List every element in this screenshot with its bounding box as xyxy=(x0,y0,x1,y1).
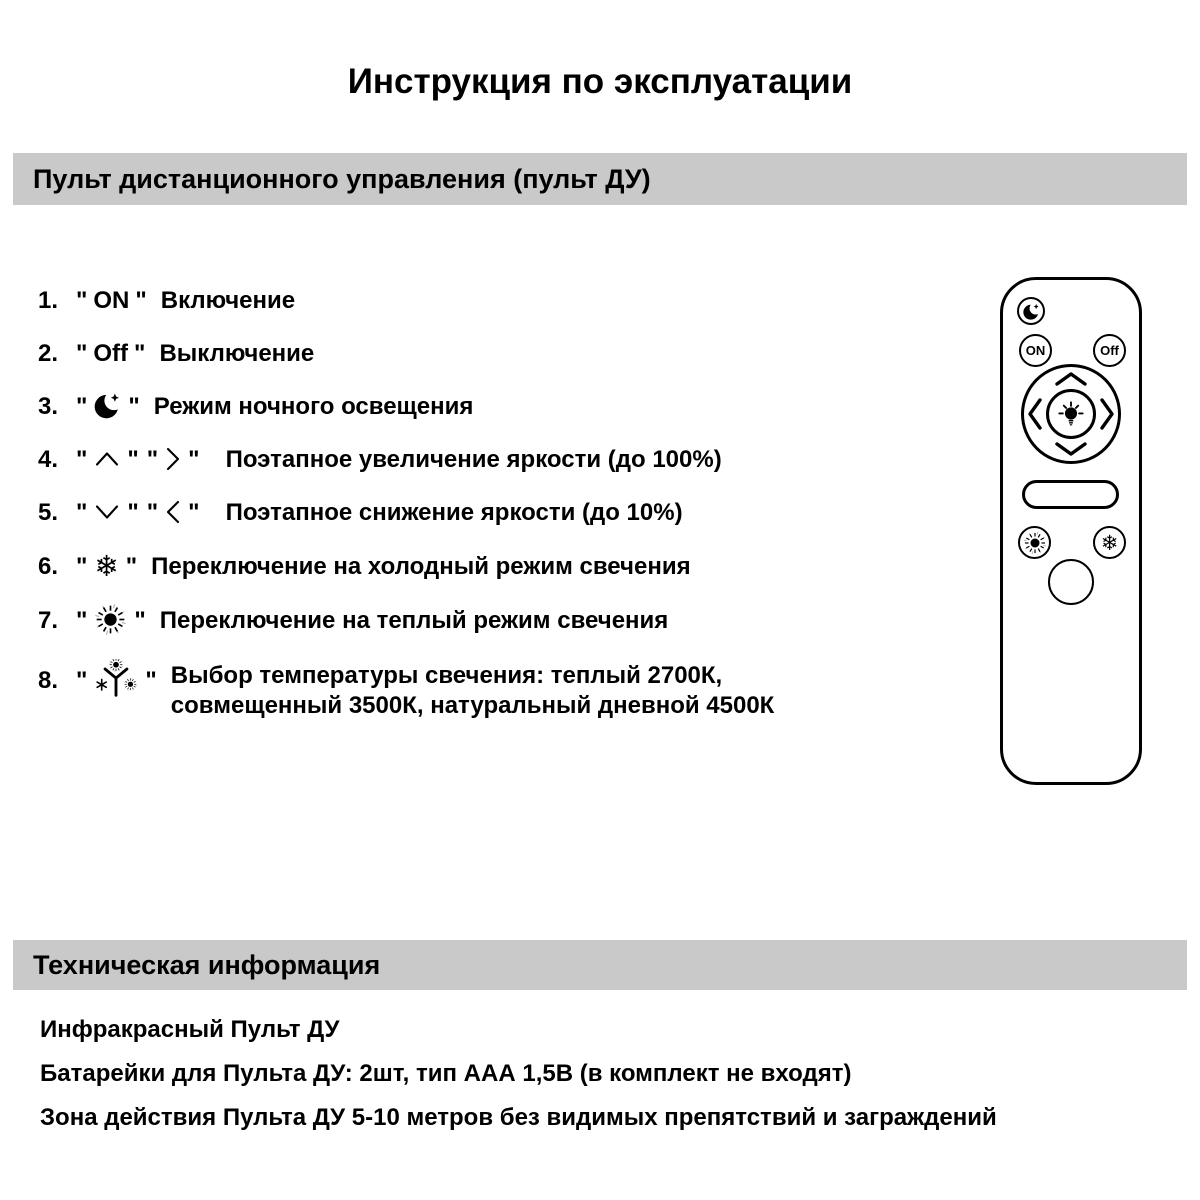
tech-info-line-batteries: Батарейки для Пульта ДУ: 2шт, тип ААА 1,5В (в комплект не входят) xyxy=(40,1060,852,1087)
item-label: Режим ночного освещения xyxy=(153,393,474,420)
snowflake-icon: ❄ xyxy=(94,549,119,584)
off-symbol-text: Off xyxy=(93,340,129,367)
sun-icon xyxy=(1023,531,1047,555)
quote-mark: " xyxy=(76,393,88,420)
item-label xyxy=(171,661,775,721)
moon-star-icon xyxy=(94,391,121,420)
list-item-color-temperature xyxy=(38,661,968,721)
remote-on-label: ON xyxy=(1025,343,1046,358)
list-item-on xyxy=(38,286,968,316)
snowflake-icon: ❄ xyxy=(1100,530,1119,555)
quote-mark: " xyxy=(76,287,88,314)
remote-bulb-button xyxy=(1046,389,1096,439)
chevron-down-icon xyxy=(94,504,120,520)
quote-mark: " xyxy=(127,499,139,527)
quote-mark: " xyxy=(76,499,88,527)
lightbulb-icon xyxy=(1057,400,1085,428)
dpad-down-icon xyxy=(1054,442,1088,456)
quote-mark: " xyxy=(76,446,88,474)
item-label: Поэтапное снижение яркости (до 10%) xyxy=(225,499,683,527)
quote-mark: " xyxy=(76,553,88,581)
technical-info-block xyxy=(40,1016,997,1148)
item-number: 6. xyxy=(38,553,59,581)
remote-pill-button xyxy=(1022,480,1119,509)
item-label-line2: совмещенный 3500К, натуральный дневной 4500К xyxy=(170,692,775,720)
list-item-cold-mode xyxy=(38,551,968,582)
color-temperature-icon xyxy=(94,659,138,699)
item-label: Переключение на холодный режим свечения xyxy=(151,553,691,581)
list-item-night-mode xyxy=(38,392,968,422)
item-label: Поэтапное увеличение яркости (до 100%) xyxy=(225,446,722,474)
quote-mark: " xyxy=(135,287,147,314)
tech-info-line-ir: Инфракрасный Пульт ДУ xyxy=(40,1016,340,1043)
quote-mark: " xyxy=(125,553,138,581)
section-header-remote-control-text: Пульт дистанционного управления (пульт ДУ) xyxy=(33,163,651,194)
on-symbol-text: ON xyxy=(93,287,130,314)
quote-mark: " xyxy=(76,340,88,367)
dpad-up-icon xyxy=(1054,372,1088,386)
quote-mark: " xyxy=(134,607,146,634)
dpad-right-icon xyxy=(1100,397,1114,431)
item-number: 3. xyxy=(38,393,59,420)
section-header-technical-info-text: Техническая информация xyxy=(33,949,381,980)
remote-off-button xyxy=(1093,334,1126,367)
item-number: 7. xyxy=(38,607,59,634)
sun-icon xyxy=(94,603,127,636)
item-number: 5. xyxy=(38,499,59,527)
quote-mark: " xyxy=(128,393,140,420)
quote-mark: " xyxy=(76,666,88,694)
dpad-left-icon xyxy=(1028,397,1042,431)
item-number: 8. xyxy=(38,666,59,694)
quote-mark: " xyxy=(188,446,200,474)
item-label: Выключение xyxy=(159,340,315,367)
list-item-off xyxy=(38,339,968,369)
remote-functions-list xyxy=(38,286,968,744)
remote-cold-mode-button xyxy=(1093,526,1126,559)
section-header-technical-info xyxy=(13,940,1187,990)
list-item-warm-mode xyxy=(38,605,968,638)
list-item-brightness-down xyxy=(38,498,968,528)
quote-mark: " xyxy=(146,446,159,474)
chevron-right-icon xyxy=(165,446,181,472)
quote-mark: " xyxy=(146,499,159,527)
item-label-line1: Выбор температуры свечения: теплый 2700К, xyxy=(170,662,723,690)
remote-off-label: Off xyxy=(1100,343,1119,358)
list-item-brightness-up xyxy=(38,445,968,475)
remote-warm-mode-button xyxy=(1018,526,1051,559)
quote-mark: " xyxy=(145,666,157,694)
chevron-left-icon xyxy=(165,499,181,525)
remote-control-illustration xyxy=(1000,277,1142,785)
remote-on-button xyxy=(1019,334,1052,367)
quote-mark: " xyxy=(188,499,200,527)
remote-round-button xyxy=(1048,559,1094,605)
quote-mark: " xyxy=(76,607,88,634)
chevron-up-icon xyxy=(94,451,120,467)
item-label: Переключение на теплый режим свечения xyxy=(159,607,669,634)
quote-mark: " xyxy=(134,340,146,367)
item-number: 2. xyxy=(38,340,59,367)
quote-mark: " xyxy=(127,446,139,474)
moon-star-icon xyxy=(1023,302,1040,321)
item-number: 1. xyxy=(38,287,59,314)
page-title: Инструкция по эксплуатации xyxy=(347,62,853,101)
tech-info-line-range: Зона действия Пульта ДУ 5-10 метров без видимых препятствий и заграждений xyxy=(40,1104,997,1131)
item-number: 4. xyxy=(38,446,59,474)
remote-night-mode-button xyxy=(1017,297,1045,325)
section-header-remote-control xyxy=(13,153,1187,205)
item-label: Включение xyxy=(160,287,296,314)
remote-dpad xyxy=(1021,364,1121,464)
